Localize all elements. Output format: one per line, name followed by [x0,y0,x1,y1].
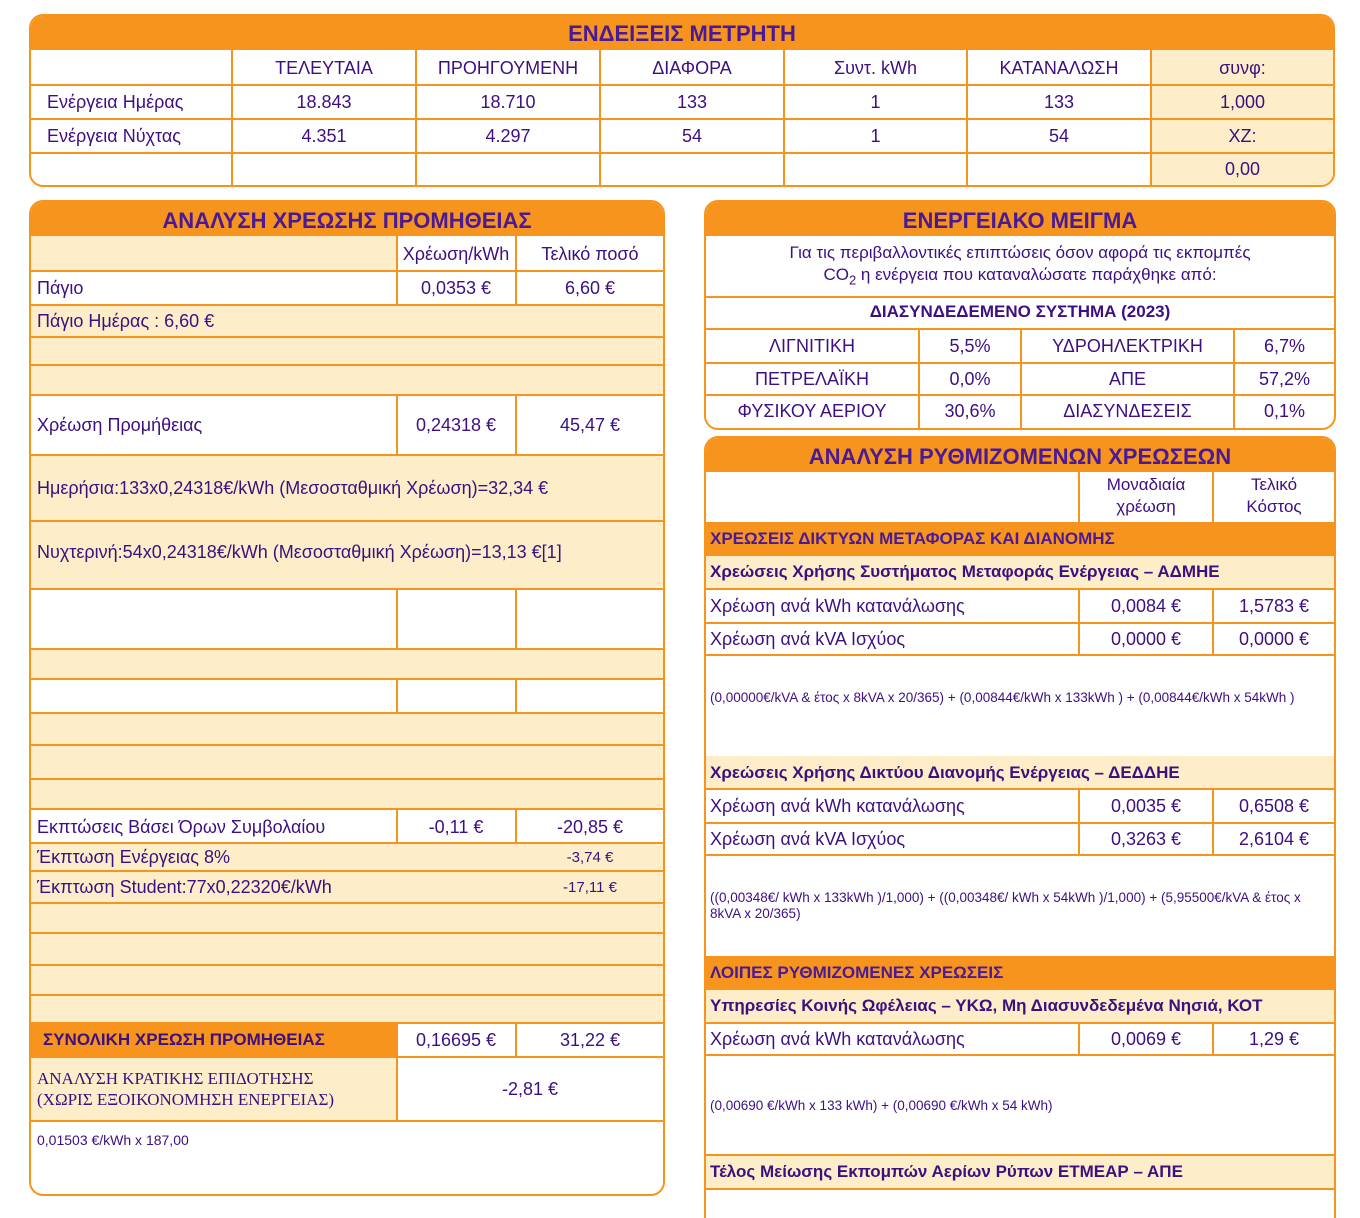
mix-share: 57,2% [1258,368,1311,389]
fixed-charge-label: Πάγιο [37,277,84,298]
fixed-charge-rate: 0,0353 € [420,277,492,298]
meter-header-coefficient: Συντ. kWh [833,57,918,78]
meter-cell: 18.710 [480,91,536,112]
energy-mix-intro-line1: Για τις περιβαλλοντικές επιπτώσεις όσον αφορά τις εκπομπές [789,243,1251,262]
mix-share: 0,0% [949,368,991,389]
subsidy-label [37,1068,392,1118]
supply-charge-rate: 0,24318 € [415,414,497,435]
supply-charges-title: ΑΝΑΛΥΣΗ ΧΡΕΩΣΗΣ ΠΡΟΜΗΘΕΙΑΣ [31,202,663,236]
meter-header-last: ΤΕΛΕΥΤΑΙΑ [275,57,373,78]
student-discount-value: -17,11 € [563,878,617,896]
admie-kva-label: Χρέωση ανά kVA Ισχύος [710,628,906,649]
energy-mix-title: ΕΝΕΡΓΕΙΑΚΟ ΜΕΙΓΜΑ [706,202,1334,236]
fixed-charge-day-detail: Πάγιο Ημέρας : 6,60 € [37,310,215,331]
supply-night-detail: Νυχτερινή:54x0,24318€/kWh (Μεσοσταθμική Χρέωση)=13,13 €[1] [37,542,562,562]
subsidy-label-line1: ΑΝΑΛΥΣΗ ΚΡΑΤΙΚΗΣ ΕΠΙΔΟΤΗΣΗΣ [37,1069,314,1088]
admie-formula: (0,00000€/kVA & έτος x 8kVA x 20/365) + (0,00844€/kWh x 133kWh ) + (0,00844€/kWh x 54kWh ) [710,690,1295,705]
meter-readings-title: ΕΝΔΕΙΞΕΙΣ ΜΕΤΡΗΤΗ [31,16,1333,50]
network-charges-section: ΧΡΕΩΣΕΙΣ ΔΙΚΤΥΩΝ ΜΕΤΑΦΟΡΑΣ ΚΑΙ ΔΙΑΝΟΜΗΣ [706,522,1334,556]
mix-source: ΑΠΕ [1108,368,1146,389]
supply-charge-final: 45,47 € [559,414,621,435]
mix-share: 0,1% [1263,400,1306,421]
regulated-header-cost-line1: Τελικό [1250,475,1298,494]
mix-share: 5,5% [949,335,991,356]
energy-discount-value: -3,74 € [566,848,614,866]
meter-cell: 4.351 [301,125,347,146]
supply-total-label: ΣΥΝΟΛΙΚΗ ΧΡΕΩΣΗ ΠΡΟΜΗΘΕΙΑΣ [43,1030,325,1049]
meter-cell: 54 [681,125,703,146]
other-regulated-section: ΛΟΙΠΕΣ ΡΥΘΜΙΖΟΜΕΝΕΣ ΧΡΕΩΣΕΙΣ [706,956,1334,990]
yko-kwh-label: Χρέωση ανά kWh κατανάλωσης [710,1028,965,1049]
deddie-kwh-unit: 0,0035 € [1110,795,1182,816]
fixed-charge-final: 6,60 € [564,277,616,298]
contract-discount-rate: -0,11 € [428,816,484,837]
regulated-header-cost [1214,474,1334,522]
supply-charge-label: Χρέωση Προμήθειας [37,414,203,435]
deddie-kwh-label: Χρέωση ανά kWh κατανάλωσης [710,795,965,816]
mix-source: ΥΔΡΟΗΛΕΚΤΡΙΚΗ [1052,335,1203,356]
supply-header-final: Τελικό ποσό [541,243,639,264]
meter-cell: 4.297 [485,125,531,146]
regulated-header-unit [1080,474,1212,522]
meter-cell: 1 [870,125,881,146]
mix-source: ΔΙΑΣΥΝΔΕΣΕΙΣ [1063,400,1192,421]
meter-cell: 133 [676,91,708,112]
deddie-kva-label: Χρέωση ανά kVA Ισχύος [710,828,906,849]
mix-share: 6,7% [1263,335,1306,356]
deddie-title: Χρεώσεις Χρήσης Δικτύου Διανομής Ενέργειας – ΔΕΔΔΗΕ [710,763,1180,782]
yko-kwh-cost: 1,29 € [1248,1028,1300,1049]
energy-mix-intro [706,242,1334,294]
deddie-formula: ((0,00348€/ kWh x 133kWh )/1,000) + ((0,00348€/ kWh x 54kWh )/1,000) + (5,95500€/kVA & έτος x 8kVA x 20/365) [710,890,1301,921]
deddie-kwh-cost: 0,6508 € [1238,795,1310,816]
regulated-charges-title: ΑΝΑΛΥΣΗ ΡΥΘΜΙΖΟΜΕΝΩΝ ΧΡΕΩΣΕΩΝ [706,438,1334,472]
meter-cell: 1,000 [1219,91,1266,112]
meter-header-power-factor: συνφ: [1219,57,1266,78]
mix-source: ΦΥΣΙΚΟΥ ΑΕΡΙΟΥ [737,400,887,421]
supply-total-final: 31,22 € [559,1029,621,1050]
regulated-charges-panel [704,436,1336,1218]
co2-subscript: 2 [848,272,857,288]
supply-header-rate: Χρέωση/kWh [402,243,510,264]
mix-source: ΛΙΓΝΙΤΙΚΗ [769,335,855,356]
regulated-header-unit-line2: χρέωση [1116,497,1176,516]
meter-cell: XZ: [1228,125,1257,146]
energy-mix-panel [704,200,1336,430]
supply-day-detail: Ημερήσια:133x0,24318€/kWh (Μεσοσταθμική Χρέωση)=32,34 € [37,477,549,498]
mix-share: 30,6% [944,400,996,421]
meter-header-difference: ΔΙΑΦΟΡΑ [652,57,732,78]
meter-cell: 1 [870,91,881,112]
mix-source: ΠΕΤΡΕΛΑΪΚΗ [754,368,870,389]
admie-title: Χρεώσεις Χρήσης Συστήματος Μεταφοράς Ενέργειας – ΑΔΜΗΕ [710,562,1220,581]
student-discount-label: Έκπτωση Student:77x0,22320€/kWh [37,876,332,897]
subsidy-label-line2: (ΧΩΡΙΣ ΕΞΟΙΚΟΝΟΜΗΣΗ ΕΝΕΡΓΕΙΑΣ) [37,1090,335,1109]
yko-kwh-unit: 0,0069 € [1110,1028,1182,1049]
meter-cell: 18.843 [296,91,352,112]
meter-header-consumption: ΚΑΤΑΝΑΛΩΣΗ [999,57,1119,78]
meter-row-day-label: Ενέργεια Ημέρας [47,91,184,112]
regulated-header-cost-line2: Κόστος [1246,497,1302,516]
contract-discount-label: Εκπτώσεις Βάσει Όρων Συμβολαίου [37,816,326,837]
supply-charges-panel [29,200,665,1196]
yko-title: Υπηρεσίες Κοινής Ωφέλειας – ΥΚΩ, Μη Διασυνδεδεμένα Νησιά, ΚΟΤ [710,996,1263,1015]
interconnected-system-label: ΔΙΑΣΥΝΔΕΔΕΜΕΝΟ ΣΥΣΤΗΜΑ (2023) [869,302,1171,321]
admie-kva-unit: 0,0000 € [1110,628,1182,649]
regulated-header-unit-line1: Μοναδιαία [1106,475,1186,494]
meter-cell: 133 [1043,91,1075,112]
deddie-kva-cost: 2,6104 € [1238,828,1310,849]
admie-kwh-unit: 0,0084 € [1110,595,1182,616]
contract-discount-final: -20,85 € [556,816,624,837]
energy-mix-intro-line2 [706,264,1334,291]
co2-text: CO [823,265,849,284]
deddie-kva-unit: 0,3263 € [1110,828,1182,849]
subsidy-value: -2,81 € [501,1078,559,1099]
meter-cell: 54 [1048,125,1070,146]
energy-mix-intro-rest: η ενέργεια που καταναλώσατε παράχθηκε από: [856,265,1217,284]
admie-kva-cost: 0,0000 € [1238,628,1310,649]
yko-formula: (0,00690 €/kWh x 133 kWh) + (0,00690 €/kWh x 54 kWh) [710,1098,1053,1113]
etmear-title: Τέλος Μείωσης Εκπομπών Αερίων Ρύπων ΕΤΜΕΑΡ – ΑΠΕ [710,1162,1183,1181]
admie-kwh-cost: 1,5783 € [1238,595,1310,616]
meter-header-previous: ΠΡΟΗΓΟΥΜΕΝΗ [437,57,579,78]
admie-kwh-label: Χρέωση ανά kWh κατανάλωσης [710,595,965,616]
meter-row-night-label: Ενέργεια Νύχτας [47,125,181,146]
supply-total-rate: 0,16695 € [415,1029,497,1050]
meter-readings-panel [29,14,1335,187]
subsidy-detail: 0,01503 €/kWh x 187,00 [37,1132,189,1148]
energy-discount-label: Έκπτωση Ενέργειας 8% [37,846,230,867]
meter-cell: 0,00 [1224,158,1261,179]
